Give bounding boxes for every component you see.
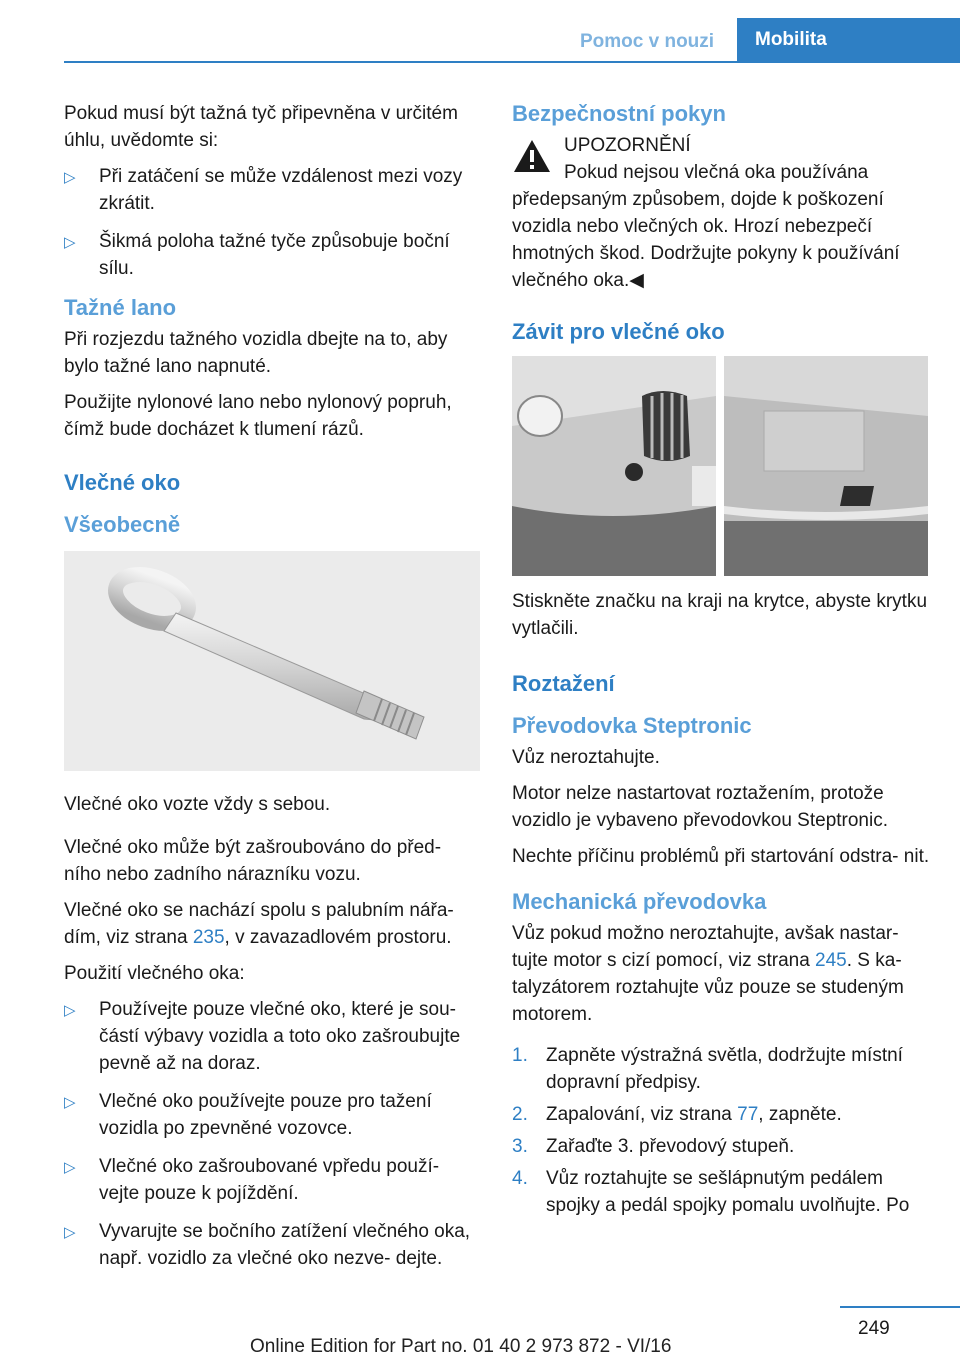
intro-bullet-list (64, 163, 482, 282)
warning-text: Pokud nejsou vlečná oka používána předepsaným způsobem, dojde k poškození vozidla nebo vlečných ok. Hrozí nebezpečí hmotných škod. Dodržujte pokyny k používání vlečného oka.◀ (512, 162, 900, 291)
triangle-bullet-icon: ▷ (64, 234, 76, 251)
page-number: 249 (858, 1318, 890, 1339)
page-link-77[interactable]: 77 (737, 1104, 759, 1125)
list-item: ▷ Vyvarujte se bočního zatížení vlečného oka, např. vozidlo za vlečné oko nezve‐ dejte. (64, 1221, 471, 1269)
triangle-bullet-icon: ▷ (64, 1224, 76, 1241)
list-item: ▷ Šikmá poloha tažné tyče způsobuje boční sílu. (64, 231, 450, 279)
list-item: ▷ Vlečné oko používejte pouze pro tažení vozidla po zpevněné vozovce. (64, 1091, 432, 1139)
tow-eye-illustration (64, 551, 480, 771)
heading-roztazeni: Roztažení (512, 671, 615, 696)
bumper-photo (512, 356, 928, 576)
warning-title: UPOZORNĚNÍ (564, 135, 691, 156)
list-item: 1. Zapněte výstražná světla, dodržujte místní dopravní předpisy. (512, 1045, 903, 1093)
eye-paragraph-3: Vlečné oko se nachází spolu s palubním nářa‐ dím, viz strana 235, v zavazadlovém prostoru. (64, 900, 454, 948)
header-divider (64, 61, 960, 63)
eye-paragraph-2: Vlečné oko může být zašroubováno do před‐ ního nebo zadního nárazníku vozu. (64, 837, 442, 885)
heading-vseobecne: Všeobecně (64, 512, 181, 537)
warning-block (512, 132, 930, 294)
triangle-bullet-icon: ▷ (64, 169, 76, 186)
rear-bumper-photo (724, 356, 928, 576)
list-item: ▷ Vlečné oko zašroubované vpředu použí‐ vejte pouze k pojíždění. (64, 1156, 440, 1204)
rope-paragraph-2: Použijte nylonové lano nebo nylonový popruh, čímž bude docházet k tlumení rázů. (64, 392, 452, 440)
heading-zavit: Závit pro vlečné oko (512, 319, 725, 344)
list-item: 4. Vůz roztahujte se sešlápnutým pedálem spojky a pedál spojky pomalu uvolňujte. Po (512, 1168, 910, 1216)
page-link-235[interactable]: 235 (192, 927, 225, 948)
list-item: ▷ Při zatáčení se může vzdálenost mezi vozy zkrátit. (64, 166, 463, 214)
tab-pomoc-v-nouzi[interactable]: Pomoc v nouzi (580, 31, 715, 52)
list-item: 3. Zařaďte 3. převodový stupeň. (512, 1136, 795, 1157)
heading-steptronic: Převodovka Steptronic (512, 713, 752, 738)
triangle-bullet-icon: ▷ (64, 1002, 76, 1019)
heading-tazne-lano: Tažné lano (64, 295, 177, 320)
steptronic-paragraph-3: Nechte příčinu problémů při startování odstra‐ nit. (512, 846, 930, 867)
triangle-bullet-icon: ▷ (64, 1094, 76, 1111)
tow-eye-image (64, 551, 480, 771)
eye-bullet-list (64, 996, 482, 1272)
tab-mobilita[interactable]: Mobilita (737, 18, 960, 62)
steptronic-paragraph-2: Motor nelze nastartovat roztažením, protože vozidlo je vybaveno převodovkou Steptronic. (512, 783, 889, 831)
intro-paragraph: Pokud musí být tažná tyč připevněna v určitém úhlu, uvědomte si: (64, 103, 458, 151)
list-item: 2. Zapalování, viz strana 77, zapněte. (512, 1104, 842, 1125)
steps-list (512, 1042, 930, 1219)
right-column (512, 100, 930, 1224)
left-column (64, 100, 482, 1284)
edition-text: Online Edition for Part no. 01 40 2 973 872 - VI/16 (250, 1336, 672, 1357)
footer-divider (840, 1306, 960, 1308)
steptronic-paragraph-1: Vůz neroztahujte. (512, 747, 660, 768)
rope-paragraph-1: Při rozjezdu tažného vozidla dbejte na to, aby bylo tažné lano napnuté. (64, 329, 448, 377)
manual-paragraph: Vůz pokud možno neroztahujte, avšak nastar‐ tujte motor s cizí pomocí, viz strana 245. S ka‐ talyzátorem roztahujte vůz pouze se studeným motorem. (512, 923, 904, 1025)
list-item: ▷ Používejte pouze vlečné oko, které je sou‐ částí výbavy vozidla a toto oko zašroubujte pevně až na doraz. (64, 999, 461, 1074)
heading-bezpecnostni-pokyn: Bezpečnostní pokyn (512, 101, 726, 126)
page-header (0, 0, 960, 62)
triangle-bullet-icon: ▷ (64, 1159, 76, 1176)
front-bumper-photo (512, 356, 716, 576)
thread-paragraph: Stiskněte značku na kraji na krytce, abyste krytku vytlačili. (512, 591, 928, 639)
warning-triangle-icon (512, 138, 552, 174)
eye-paragraph-4: Použití vlečného oka: (64, 963, 245, 984)
heading-vlecne-oko: Vlečné oko (64, 470, 181, 495)
heading-mechanicka: Mechanická převodovka (512, 889, 767, 914)
eye-paragraph-1: Vlečné oko vozte vždy s sebou. (64, 794, 331, 815)
page-link-245[interactable]: 245 (815, 950, 847, 971)
